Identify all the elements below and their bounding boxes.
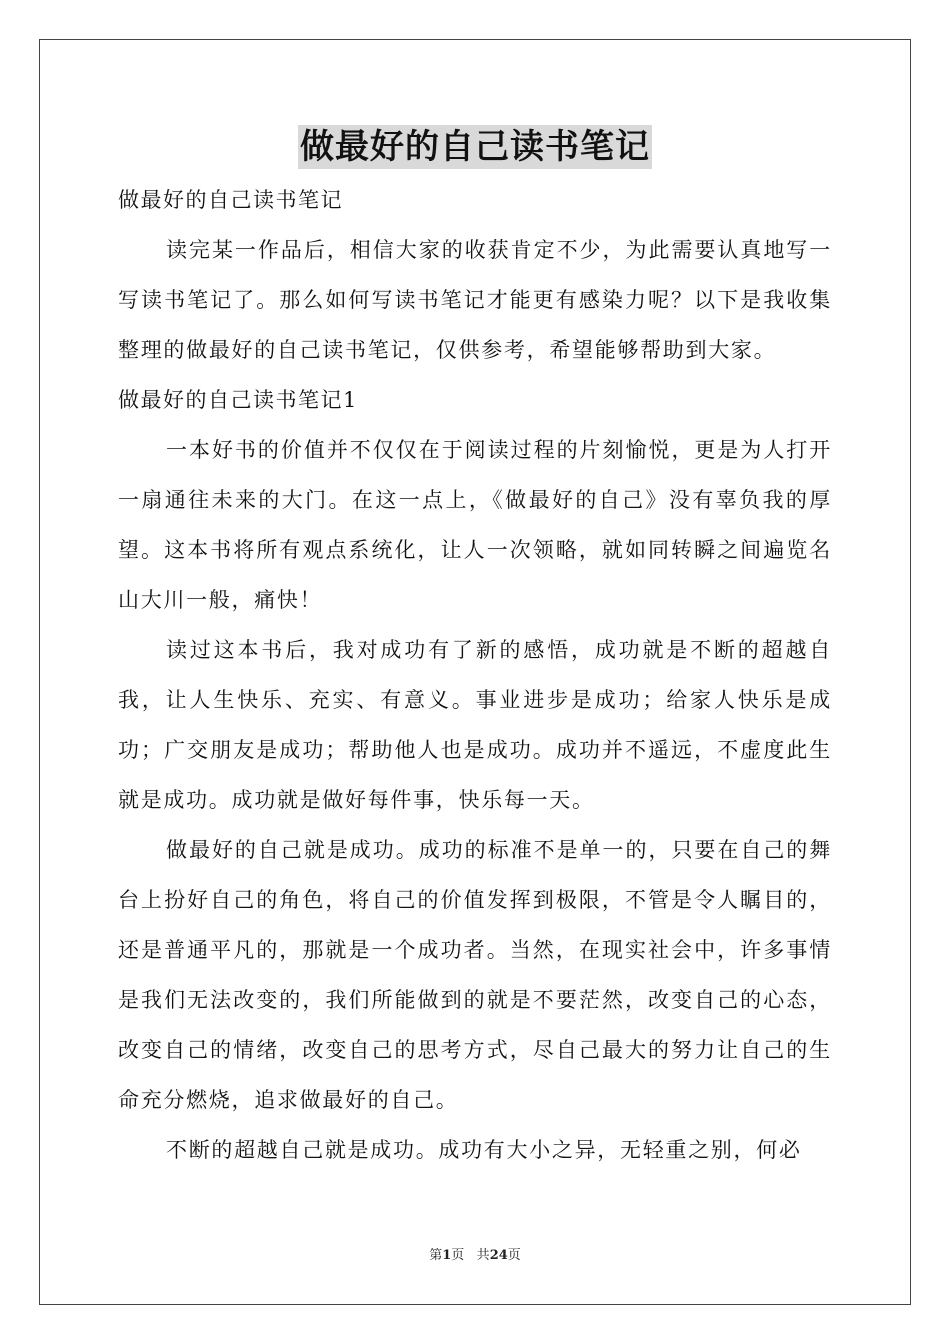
body-paragraph: 读完某一作品后，相信大家的收获肯定不少，为此需要认真地写一写读书笔记了。那么如何写读书笔记才能更有感染力呢？以下是我收集整理的做最好的自己读书笔记，仅供参考，希望能够帮助到大家。 — [118, 238, 832, 362]
section-heading: 做最好的自己读书笔记 — [118, 188, 343, 212]
page-footer — [0, 1244, 950, 1263]
section-heading: 做最好的自己读书笔记1 — [118, 388, 358, 412]
body-paragraph: 不断的超越自己就是成功。成功有大小之异，无轻重之别，何必 — [166, 1138, 802, 1162]
body-paragraph: 做最好的自己就是成功。成功的标准不是单一的，只要在自己的舞台上扮好自己的角色，将自己的价值发挥到极限，不管是令人瞩目的，还是普通平凡的，那就是一个成功者。当然，在现实社会中，许多事情是我们无法改变的，我们所能做到的就是不要茫然，改变自己的心态，改变自己的情绪，改变自己的思考方式，尽自己最大的努力让自己的生命充分燃烧，追求做最好的自己。 — [118, 838, 832, 1112]
page-number: 1 — [442, 1248, 452, 1263]
total-pages: 24 — [489, 1248, 508, 1263]
total-prefix: 共 — [476, 1248, 490, 1263]
document-title: 做最好的自己读书笔记 — [300, 127, 650, 167]
page-prefix: 第 — [429, 1248, 443, 1263]
document-body — [118, 175, 832, 1175]
page-suffix: 页 — [451, 1248, 465, 1263]
total-suffix: 页 — [507, 1248, 521, 1263]
body-paragraph: 读过这本书后，我对成功有了新的感悟，成功就是不断的超越自我，让人生快乐、充实、有意义。事业进步是成功；给家人快乐是成功；广交朋友是成功；帮助他人也是成功。成功并不遥远，不虚度此生就是成功。成功就是做好每件事，快乐每一天。 — [118, 638, 832, 812]
title-container — [0, 125, 950, 169]
body-paragraph: 一本好书的价值并不仅仅在于阅读过程的片刻愉悦，更是为人打开一扇通往未来的大门。在这一点上，《做最好的自己》没有辜负我的厚望。这本书将所有观点系统化，让人一次领略，就如同转瞬之间遍览名山大川一般，痛快！ — [118, 438, 832, 612]
